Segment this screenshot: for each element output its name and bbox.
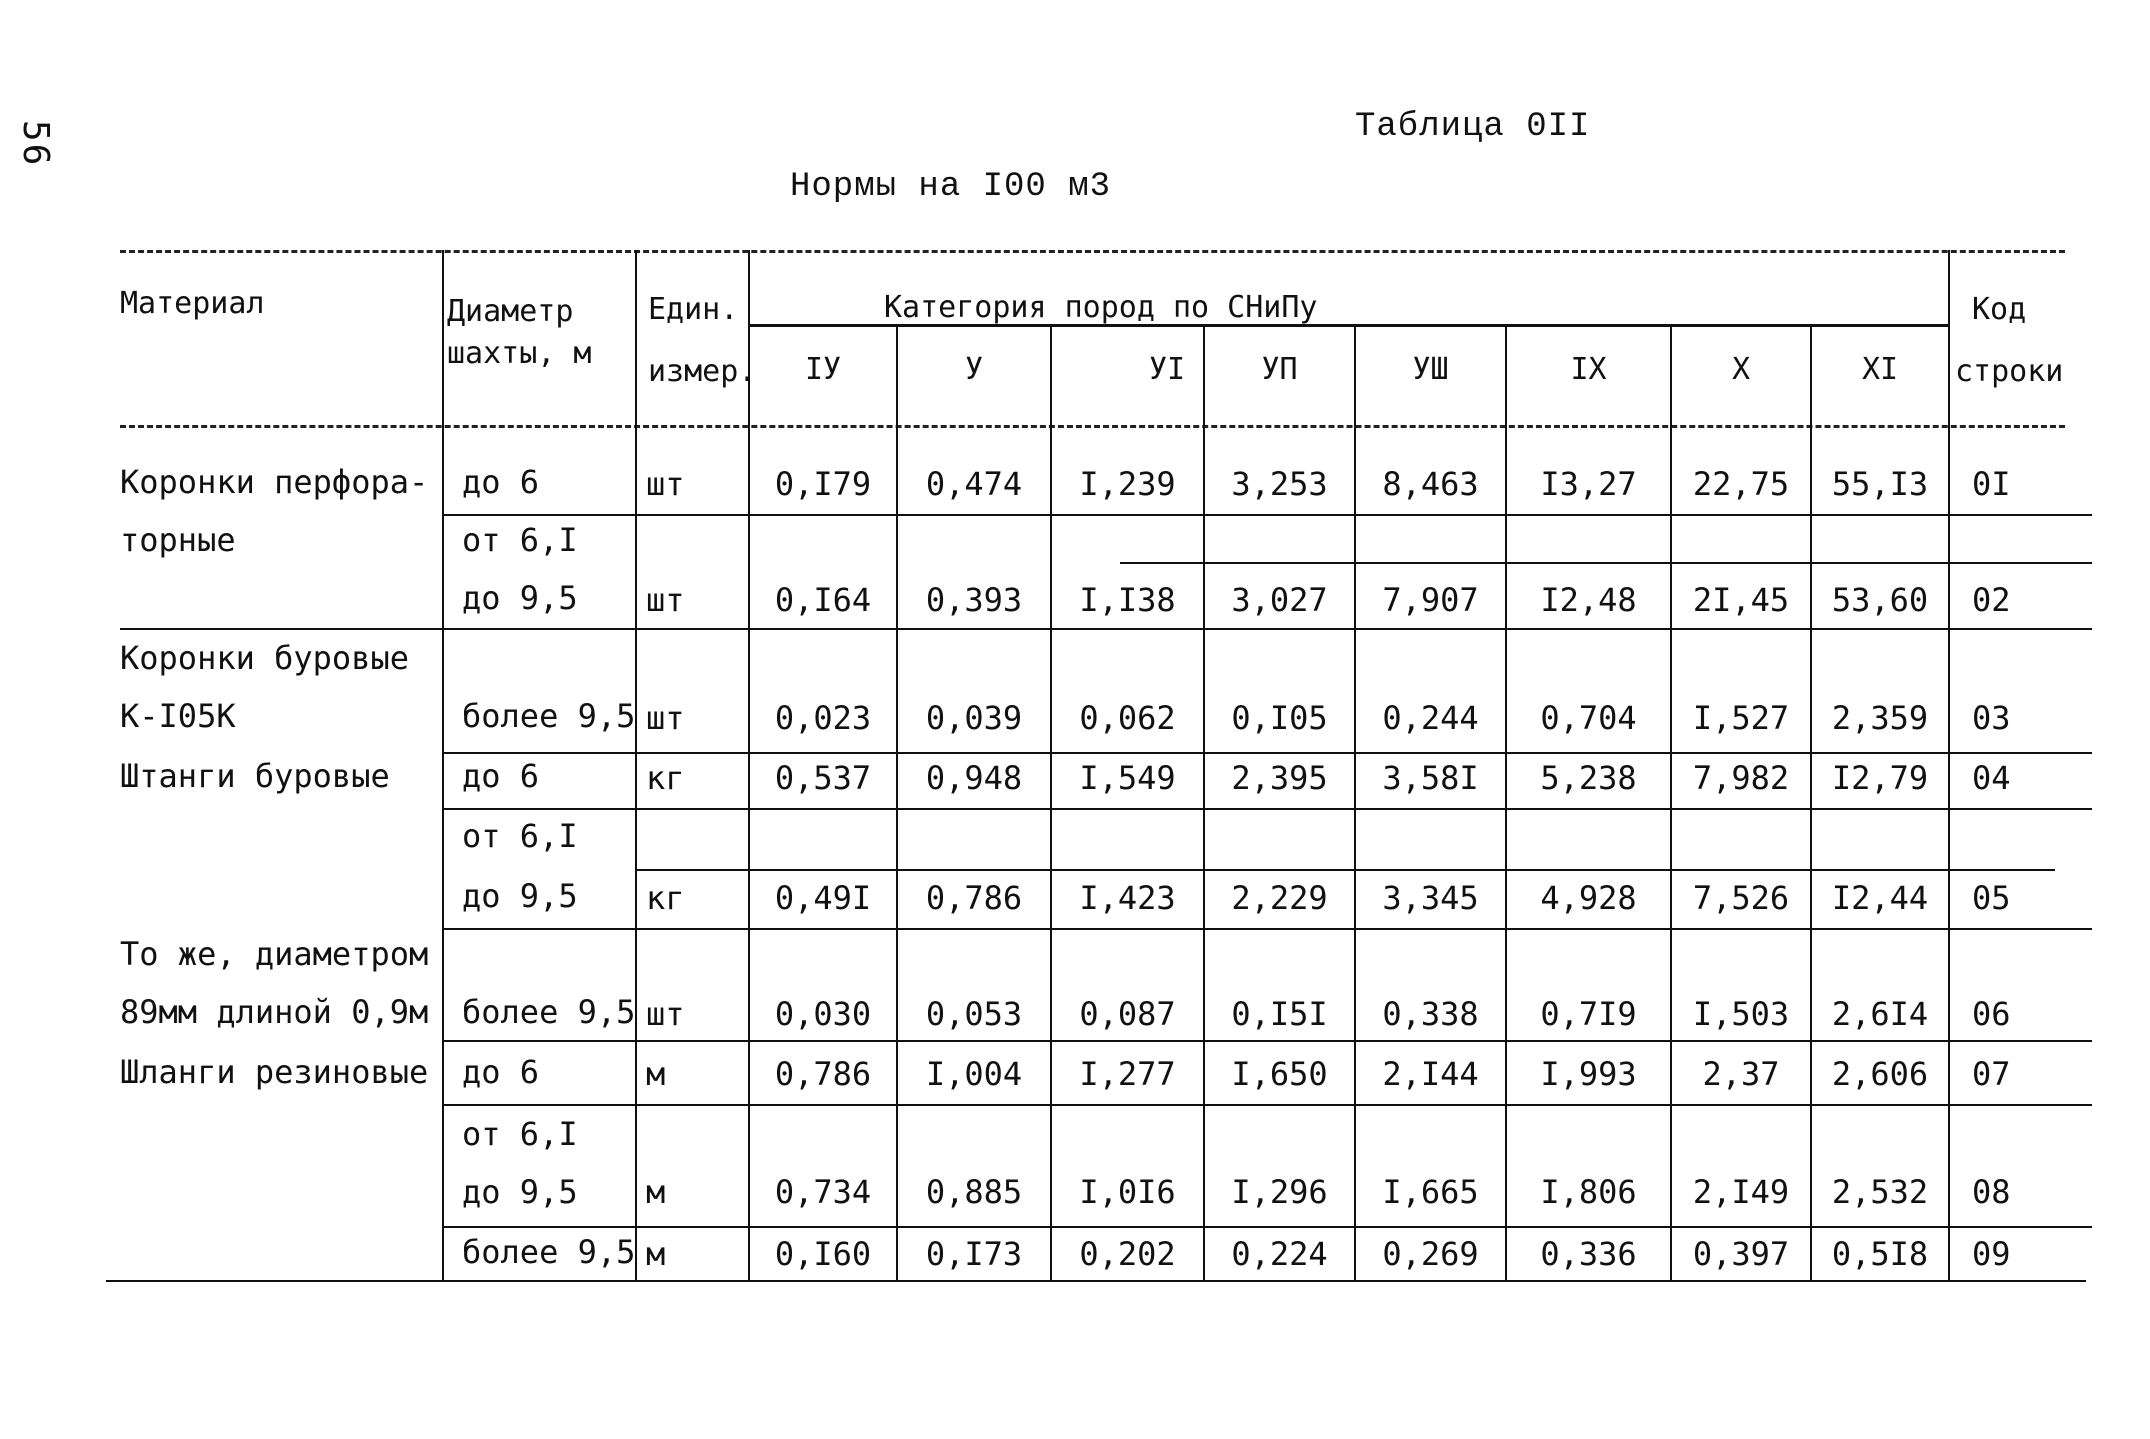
value-cell: I,650 xyxy=(1231,1055,1328,1093)
diameter-cell: более 9,5 xyxy=(462,697,636,735)
code-cell: 03 xyxy=(1972,699,2011,737)
value-cell: 3,253 xyxy=(1231,465,1328,503)
value-cell: 0,I73 xyxy=(925,1235,1023,1273)
category-col-7: X xyxy=(1731,352,1751,387)
value-cell: 0,053 xyxy=(925,995,1023,1033)
value-cell: 55,I3 xyxy=(1831,465,1929,503)
material-4-line1: То же, диаметром xyxy=(120,935,429,973)
value-cell: 0,734 xyxy=(774,1173,872,1211)
unit-cell: м xyxy=(646,1055,666,1093)
value-cell: 0,7I9 xyxy=(1540,995,1637,1033)
value-cell: 0,397 xyxy=(1692,1235,1790,1273)
value-cell: 3,027 xyxy=(1231,581,1328,619)
value-cell: 7,907 xyxy=(1382,581,1479,619)
value-cell: 0,039 xyxy=(925,699,1023,737)
value-cell: 0,5I8 xyxy=(1831,1235,1929,1273)
value-cell: I,423 xyxy=(1079,879,1176,917)
value-cell: I,004 xyxy=(925,1055,1023,1093)
value-cell: 0,030 xyxy=(774,995,872,1033)
value-cell: I,527 xyxy=(1692,699,1790,737)
value-cell: 0,336 xyxy=(1540,1235,1637,1273)
material-1-line1: Коронки перфора- xyxy=(120,463,429,501)
material-1-line2: торные xyxy=(120,521,236,559)
value-cell: I,296 xyxy=(1231,1173,1328,1211)
value-cell: 22,75 xyxy=(1692,465,1790,503)
category-col-1: IУ xyxy=(804,352,842,387)
category-col-2: У xyxy=(964,352,984,387)
value-cell: 0,244 xyxy=(1382,699,1479,737)
header-code-1: Код xyxy=(1972,292,2027,327)
header-code-2: строки xyxy=(1955,354,2064,389)
row-line-5 xyxy=(442,928,2092,930)
col-divider-diameter xyxy=(635,250,637,1280)
row-line-7 xyxy=(442,1104,2092,1106)
page-number: 56 xyxy=(15,120,56,168)
unit-cell: м xyxy=(646,1235,666,1273)
category-col-3: УI xyxy=(1148,352,1186,387)
value-cell: 0,338 xyxy=(1382,995,1479,1033)
value-cell: 2,395 xyxy=(1231,759,1328,797)
diameter-cell-line2: до 9,5 xyxy=(462,1173,578,1211)
row-line-3 xyxy=(442,752,2092,754)
value-cell: 3,58I xyxy=(1382,759,1479,797)
value-cell: 0,269 xyxy=(1382,1235,1479,1273)
value-cell: I2,44 xyxy=(1831,879,1929,917)
diameter-cell: более 9,5 xyxy=(462,1233,636,1271)
unit-cell: м xyxy=(646,1173,666,1211)
diameter-cell: до 6 xyxy=(462,757,540,795)
diameter-cell-line2: до 9,5 xyxy=(462,579,578,617)
category-col-6: IX xyxy=(1570,352,1607,387)
diameter-cell: до 6 xyxy=(462,463,540,501)
unit-cell: кг xyxy=(646,759,685,797)
material-4-line2: 89мм длиной 0,9м xyxy=(120,993,429,1031)
code-cell: 06 xyxy=(1972,995,2011,1033)
value-cell: I,993 xyxy=(1540,1055,1637,1093)
value-cell: 0,023 xyxy=(774,699,872,737)
header-diameter-2: шахты, м xyxy=(447,336,592,371)
value-cell: 2,606 xyxy=(1831,1055,1929,1093)
code-cell: 05 xyxy=(1972,879,2011,917)
value-cell: 0,49I xyxy=(774,879,872,917)
value-cell: I2,48 xyxy=(1540,581,1637,619)
value-cell: 53,60 xyxy=(1831,581,1929,619)
value-cell: I,I38 xyxy=(1079,581,1176,619)
unit-cell: шт xyxy=(646,581,685,619)
code-cell: 08 xyxy=(1972,1173,2011,1211)
row-line-1a xyxy=(442,514,2092,516)
row-line-4 xyxy=(442,808,2092,810)
row-line-8 xyxy=(442,1226,2092,1228)
diameter-cell-line2: до 9,5 xyxy=(462,877,578,915)
value-cell: 0,704 xyxy=(1540,699,1637,737)
value-cell: I,503 xyxy=(1692,995,1790,1033)
code-cell: 04 xyxy=(1972,759,2011,797)
row-line-2 xyxy=(120,628,2092,630)
value-cell: I,277 xyxy=(1079,1055,1176,1093)
diameter-cell: от 6,I xyxy=(462,817,578,855)
material-3-line1: Штанги буровые xyxy=(120,757,390,795)
code-cell: 0I xyxy=(1972,465,2011,503)
value-cell: 3,345 xyxy=(1382,879,1479,917)
value-cell: 7,982 xyxy=(1692,759,1790,797)
header-category: Категория пород по СНиПу xyxy=(884,290,1318,325)
material-5-line1: Шланги резиновые xyxy=(120,1053,429,1091)
value-cell: 2I,45 xyxy=(1692,581,1790,619)
value-cell: 2,229 xyxy=(1231,879,1328,917)
diameter-cell: более 9,5 xyxy=(462,993,636,1031)
value-cell: I3,27 xyxy=(1540,465,1637,503)
value-cell: 0,948 xyxy=(925,759,1023,797)
header-unit-2: измер. xyxy=(648,354,757,389)
value-cell: I,806 xyxy=(1540,1173,1637,1211)
value-cell: 0,786 xyxy=(774,1055,872,1093)
value-cell: 2,532 xyxy=(1831,1173,1929,1211)
category-col-4: УП xyxy=(1261,352,1298,387)
col-divider-material xyxy=(442,250,444,1280)
unit-cell: кг xyxy=(646,879,685,917)
row-line-6 xyxy=(442,1040,2092,1042)
material-2-line1: Коронки буровые xyxy=(120,639,409,677)
value-cell: 4,928 xyxy=(1540,879,1637,917)
header-unit-1: Един. xyxy=(648,292,739,327)
code-cell: 07 xyxy=(1972,1055,2011,1093)
value-cell: I2,79 xyxy=(1831,759,1929,797)
value-cell: 0,885 xyxy=(925,1173,1023,1211)
value-cell: 2,37 xyxy=(1702,1055,1780,1093)
unit-cell: шт xyxy=(646,699,685,737)
value-cell: 0,474 xyxy=(925,465,1023,503)
row-line-4b xyxy=(635,869,2055,871)
value-cell: 0,786 xyxy=(925,879,1023,917)
table-title: Таблица 0II xyxy=(1355,108,1591,146)
value-cell: 7,526 xyxy=(1692,879,1790,917)
row-line-bottom xyxy=(106,1280,2086,1282)
value-cell: 0,224 xyxy=(1231,1235,1328,1273)
value-cell: 0,I5I xyxy=(1231,995,1328,1033)
code-cell: 02 xyxy=(1972,581,2011,619)
table-top-rule xyxy=(120,250,2065,253)
row-line-1b xyxy=(1120,562,2092,564)
value-cell: 2,359 xyxy=(1831,699,1929,737)
unit-cell: шт xyxy=(646,465,685,503)
value-cell: 0,087 xyxy=(1079,995,1176,1033)
diameter-cell: от 6,I xyxy=(462,1115,578,1153)
value-cell: I,549 xyxy=(1079,759,1176,797)
category-col-5: УШ xyxy=(1412,352,1449,387)
value-cell: 0,537 xyxy=(774,759,872,797)
header-diameter-1: Диаметр xyxy=(447,294,574,329)
value-cell: I,239 xyxy=(1079,465,1176,503)
header-material: Материал xyxy=(120,286,265,321)
value-cell: 0,I05 xyxy=(1231,699,1328,737)
category-col-8: XI xyxy=(1861,352,1899,387)
value-cell: 0,062 xyxy=(1079,699,1176,737)
value-cell: 2,I44 xyxy=(1382,1055,1479,1093)
value-cell: 2,I49 xyxy=(1692,1173,1790,1211)
value-cell: I,665 xyxy=(1382,1173,1479,1211)
col-divider-code xyxy=(1948,250,1950,1280)
value-cell: 0,393 xyxy=(925,581,1023,619)
diameter-cell: от 6,I xyxy=(462,521,578,559)
value-cell: 2,6I4 xyxy=(1831,995,1929,1033)
value-cell: 0,I60 xyxy=(774,1235,872,1273)
value-cell: 0,202 xyxy=(1079,1235,1176,1273)
value-cell: 0,I64 xyxy=(774,581,872,619)
material-2-line2: К-I05К xyxy=(120,697,236,735)
code-cell: 09 xyxy=(1972,1235,2011,1273)
value-cell: 8,463 xyxy=(1382,465,1479,503)
norm-caption: Нормы на I00 м3 xyxy=(790,168,1112,206)
value-cell: 0,I79 xyxy=(774,465,872,503)
header-bottom-rule xyxy=(120,425,2065,428)
diameter-cell: до 6 xyxy=(462,1053,540,1091)
value-cell: I,0I6 xyxy=(1079,1173,1176,1211)
value-cell: 5,238 xyxy=(1540,759,1637,797)
unit-cell: шт xyxy=(646,995,685,1033)
